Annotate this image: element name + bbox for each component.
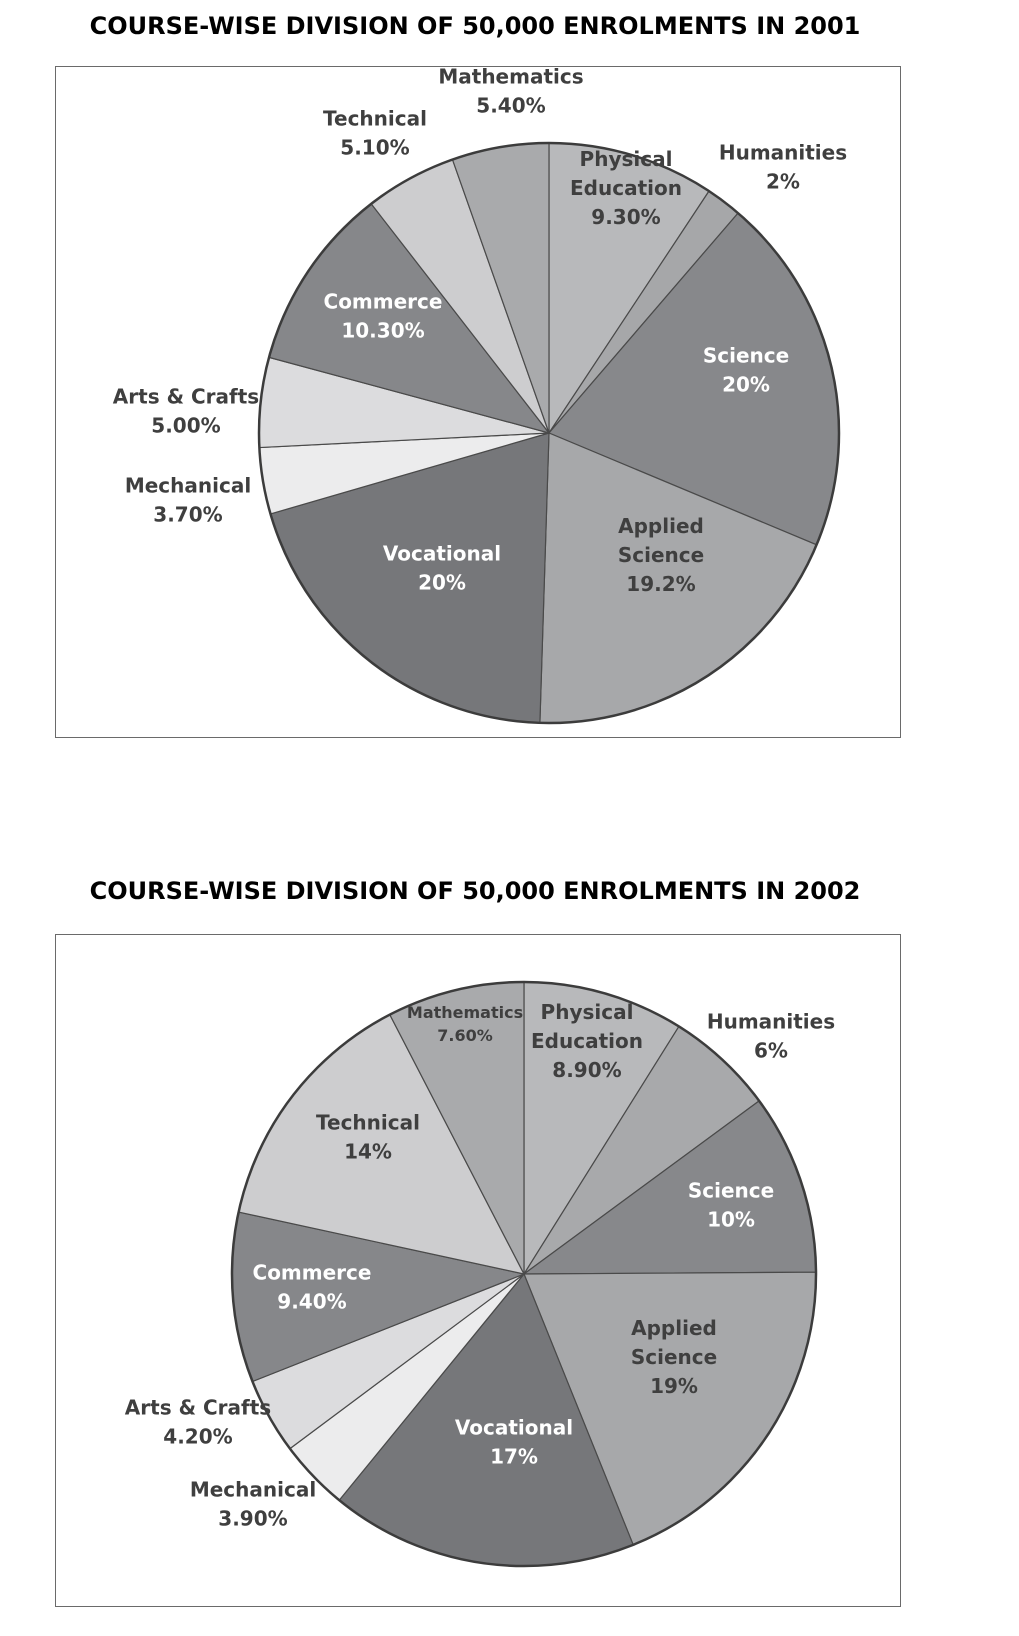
slice-label-commerce: Commerce 9.40% xyxy=(252,1260,372,1314)
slice-label-physical-education: Physical Education 8.90% xyxy=(531,1000,643,1082)
slice-label-science: Science 10% xyxy=(687,1178,775,1232)
chart-title-2002: COURSE-WISE DIVISION OF 50,000 ENROLMENTS IN 2002 xyxy=(89,877,861,905)
slice-label-mathematics: Mathematics 5.40% xyxy=(438,64,584,118)
slice-label-applied-science: Applied Science 19% xyxy=(630,1316,718,1398)
slice-label-applied-science: Applied Science 19.2% xyxy=(617,514,705,596)
slice-label-physical-education: Physical Education 9.30% xyxy=(570,147,682,229)
slice-label-science: Science 20% xyxy=(702,343,790,397)
pie-chart-2001 xyxy=(113,65,847,724)
slice-label-commerce: Commerce 10.30% xyxy=(323,289,443,343)
slice-label-arts-and-crafts: Arts & Crafts 4.20% xyxy=(124,1395,272,1449)
slice-label-technical: Technical 5.10% xyxy=(323,106,427,160)
slice-label-mechanical: Mechanical 3.70% xyxy=(124,473,252,527)
pie-chart-2002 xyxy=(125,982,835,1566)
slice-label-mathematics: Mathematics 7.60% xyxy=(406,1003,524,1046)
slice-label-humanities: Humanities 6% xyxy=(706,1009,836,1063)
slice-label-vocational: Vocational 20% xyxy=(382,541,502,595)
slice-label-technical: Technical 14% xyxy=(316,1110,420,1164)
slice-label-humanities: Humanities 2% xyxy=(718,140,848,194)
chart-title-2001: COURSE-WISE DIVISION OF 50,000 ENROLMENTS IN 2001 xyxy=(89,12,861,40)
slice-label-arts-and-crafts: Arts & Crafts 5.00% xyxy=(112,384,260,438)
slice-label-vocational: Vocational 17% xyxy=(454,1415,574,1469)
slice-label-mechanical: Mechanical 3.90% xyxy=(189,1477,317,1531)
